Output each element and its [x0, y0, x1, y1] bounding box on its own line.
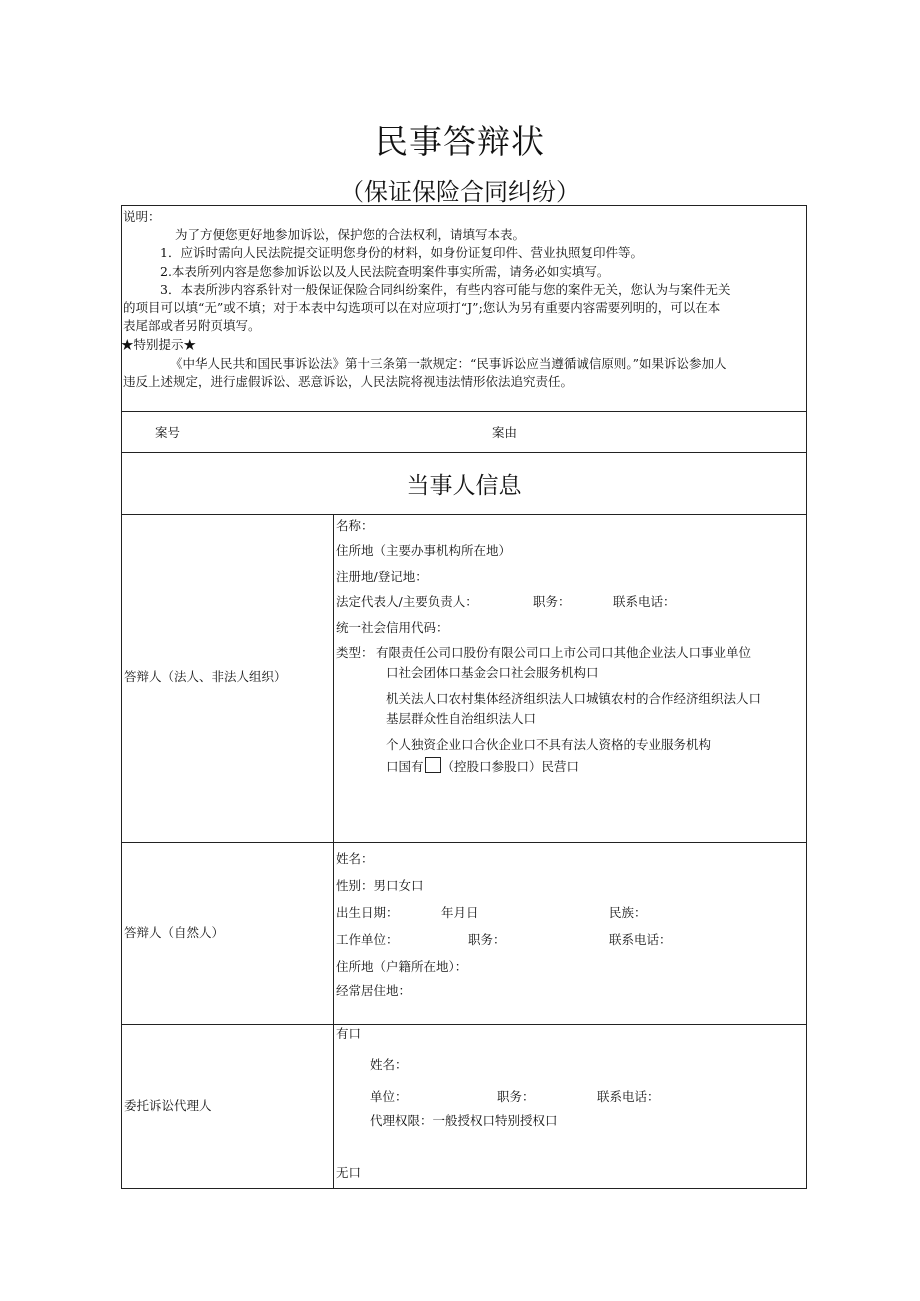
legal-person-credit-code[interactable]: 统一社会信用代码： [336, 620, 449, 635]
agent-yes-option[interactable]: 有口 [336, 1026, 362, 1041]
state-owned-label: 口国有 [386, 759, 424, 774]
state-owned-options: （控股口参股口）民营口 [441, 759, 580, 774]
legal-person-type-label: 类型： [336, 645, 374, 660]
natural-person-divider [333, 842, 334, 1025]
legal-person-rep[interactable]: 法定代表人/主要负责人： [336, 594, 478, 609]
special-notice-line-2: 违反上述规定，进行虚假诉讼、恶意诉讼，人民法院将视违法情形依法追究责任。 [123, 374, 574, 389]
agent-block [121, 1024, 807, 1189]
natural-person-ethnicity[interactable]: 民族： [609, 905, 647, 920]
legal-person-type-line-1[interactable]: 有限责任公司口股份有限公司口上市公司口其他企业法人口事业单位 [376, 645, 752, 660]
page-subtitle: （保证保险合同纠纷） [340, 178, 580, 206]
natural-person-label: 答辩人（自然人） [124, 925, 225, 940]
agent-phone[interactable]: 联系电话： [597, 1089, 660, 1104]
natural-person-birth[interactable]: 出生日期： [336, 905, 399, 920]
case-cause-label: 案由 [492, 425, 518, 440]
agent-authority[interactable]: 代理权限：一般授权口特别授权口 [370, 1113, 558, 1128]
agent-no-option[interactable]: 无口 [336, 1165, 362, 1180]
instructions-item-3-line-2: 的项目可以填“无”或不填；对于本表中勾选项可以在对应项打“J”;您认为另有重要内容需要列明的，可以在本 [123, 300, 721, 315]
instructions-item-2: 2.本表所列内容是您参加诉讼以及人民法院查明案件事实所需，请务必如实填写。 [160, 264, 610, 279]
instructions-intro: 为了方便您更好地参加诉讼，保护您的合法权利，请填写本表。 [175, 227, 526, 242]
special-notice-line-1: 《中华人民共和国民事诉讼法》第十三条第一款规定：“民事诉讼应当遵循诚信原则。”如果诉讼参加人 [170, 356, 727, 371]
legal-person-type-line-2[interactable]: 口社会团体口基金会口社会服务机构口 [386, 665, 599, 680]
instructions-item-3-line-1: 3．本表所涉内容系针对一般保证保险合同纠纷案件，有些内容可能与您的案件无关，您认为与案件无关 [160, 282, 731, 297]
agent-divider [333, 1024, 334, 1189]
natural-person-position[interactable]: 职务： [468, 932, 506, 947]
agent-employer[interactable]: 单位： [370, 1089, 408, 1104]
legal-person-position[interactable]: 职务： [533, 594, 571, 609]
natural-person-ymd[interactable]: 年月日 [441, 905, 479, 920]
state-owned-checkbox[interactable] [425, 757, 441, 773]
legal-person-type-line-3[interactable]: 机关法人口农村集体经济组织法人口城镇农村的合作经济组织法人口 [386, 691, 762, 706]
page-title: 民事答辩状 [375, 122, 545, 161]
natural-person-residence[interactable]: 经常居住地： [336, 983, 412, 998]
legal-person-label: 答辩人（法人、非法人组织） [124, 669, 287, 684]
legal-person-phone[interactable]: 联系电话： [613, 594, 676, 609]
legal-person-name[interactable]: 名称： [336, 518, 374, 533]
natural-person-domicile[interactable]: 住所地（户籍所在地）： [336, 959, 468, 974]
instructions-item-1: 1．应诉时需向人民法院提交证明您身份的材料，如身份证复印件、营业执照复印件等。 [160, 245, 643, 260]
legal-person-type-line-5[interactable]: 个人独资企业口合伙企业口不具有法人资格的专业服务机构 [386, 737, 712, 752]
legal-person-type-line-4[interactable]: 基层群众性自治组织法人口 [386, 711, 537, 726]
case-row [121, 411, 807, 453]
natural-person-employer[interactable]: 工作单位： [336, 932, 399, 947]
legal-person-registered[interactable]: 注册地/登记地： [336, 569, 428, 584]
natural-person-phone[interactable]: 联系电话： [609, 932, 672, 947]
legal-person-divider [333, 514, 334, 843]
section-title: 当事人信息 [406, 473, 522, 499]
legal-person-address[interactable]: 住所地（主要办事机构所在地） [336, 543, 512, 558]
agent-label: 委托诉讼代理人 [124, 1098, 212, 1113]
legal-person-type-line-6[interactable] [386, 757, 579, 775]
agent-position[interactable]: 职务： [497, 1089, 535, 1104]
instructions-item-3-line-3: 表尾部或者另附页填写。 [123, 318, 261, 333]
natural-person-name[interactable]: 姓名： [336, 851, 374, 866]
instructions-heading: 说明： [123, 209, 161, 224]
special-notice-heading: ★特别提示★ [121, 337, 197, 352]
agent-name[interactable]: 姓名： [370, 1057, 408, 1072]
natural-person-gender[interactable]: 性别：男口女口 [336, 878, 424, 893]
case-number-label: 案号 [155, 425, 181, 440]
